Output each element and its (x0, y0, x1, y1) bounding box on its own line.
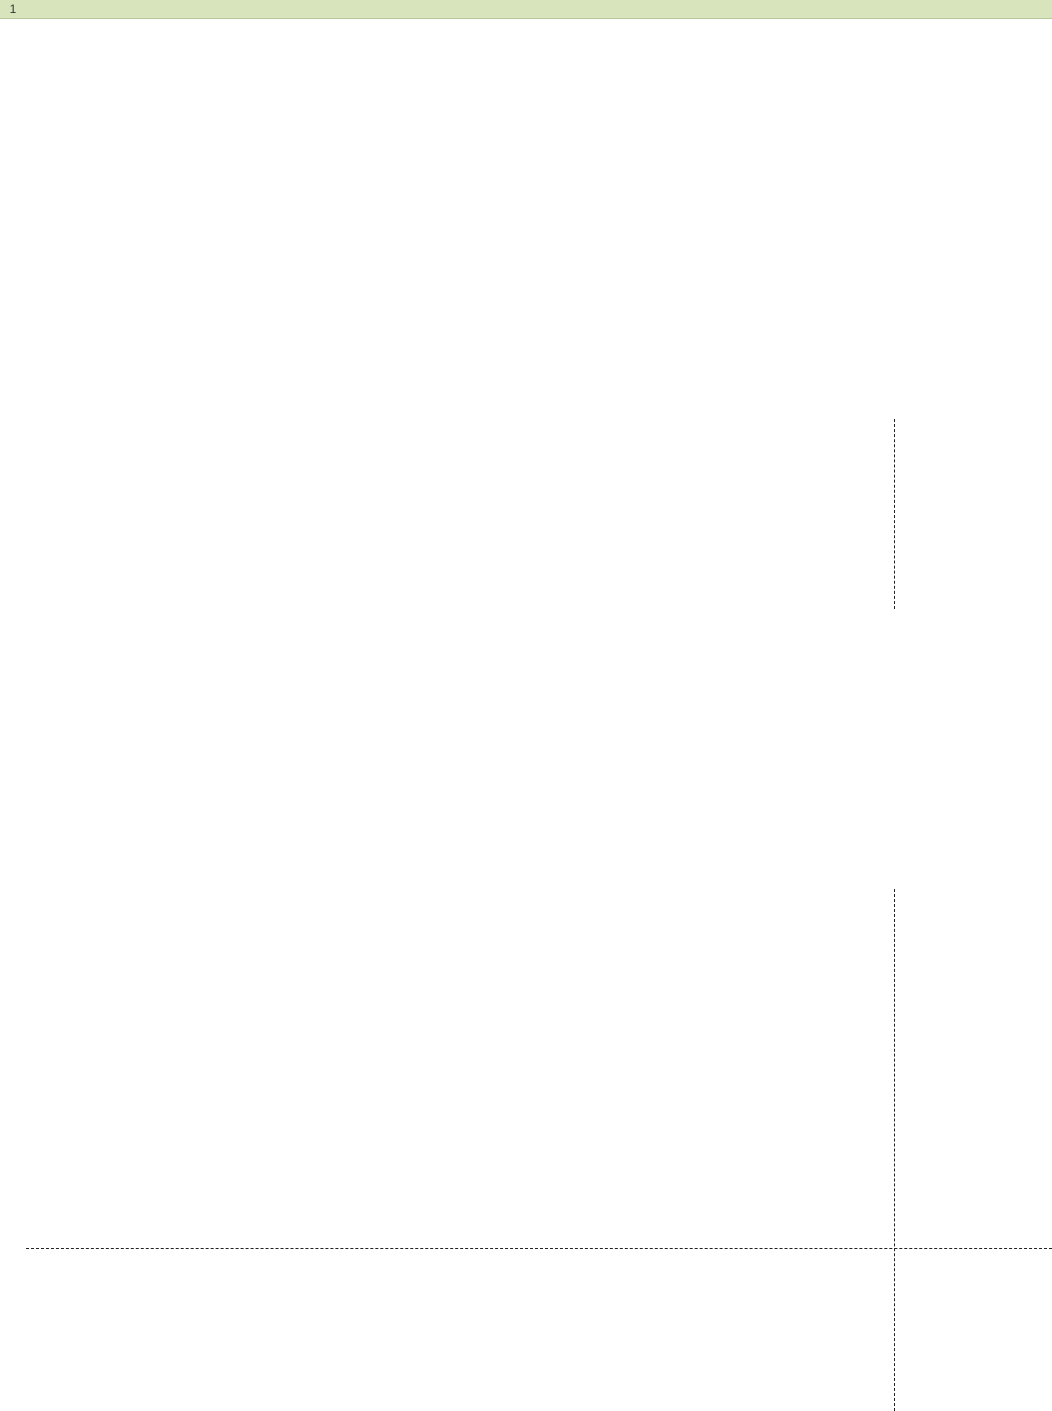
page-break-vertical (894, 419, 895, 609)
page-break-horizontal (26, 1248, 1052, 1249)
header-march[interactable] (316, 0, 461, 19)
header-july[interactable] (896, 0, 1052, 19)
header-june[interactable] (751, 0, 896, 19)
header-row (0, 0, 1052, 19)
header-april[interactable] (461, 0, 606, 19)
header-may[interactable] (606, 0, 751, 19)
row-number[interactable]: 1 (0, 0, 26, 19)
header-january[interactable] (26, 0, 171, 19)
page-break-vertical (894, 889, 895, 1411)
header-february[interactable] (171, 0, 316, 19)
